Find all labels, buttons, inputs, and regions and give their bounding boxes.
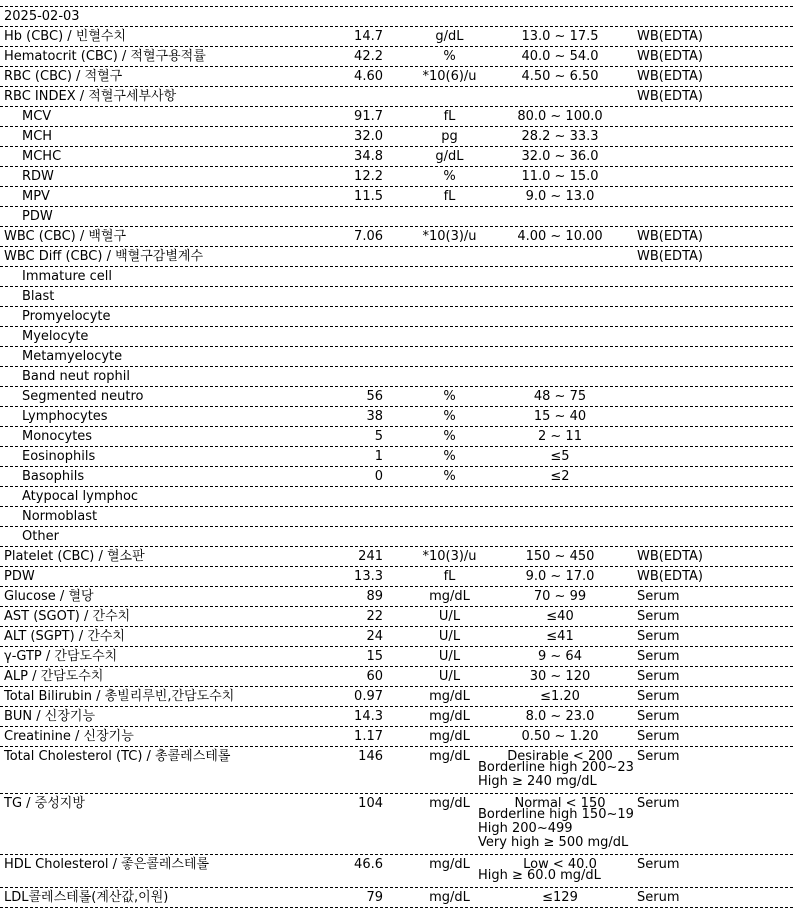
reference-range: 30 ~ 120 <box>529 669 591 684</box>
reference-range: 9.0 ~ 17.0 <box>525 569 595 584</box>
result-value: 5 <box>374 429 383 444</box>
result-row <box>0 547 793 567</box>
test-name: Immature cell <box>22 269 113 284</box>
test-name: PDW <box>4 569 35 584</box>
test-name: Band neut rophil <box>22 369 130 384</box>
specimen-type: Serum <box>637 749 680 764</box>
result-row <box>0 687 793 707</box>
result-row <box>0 127 793 147</box>
test-name: Basophils <box>22 469 85 484</box>
test-name: Monocytes <box>22 429 93 444</box>
reference-range-detail <box>0 808 642 854</box>
result-row <box>0 27 793 47</box>
test-name: Segmented neutro <box>22 389 144 404</box>
result-row <box>0 187 793 207</box>
result-value: 91.7 <box>354 109 383 124</box>
result-row <box>0 367 793 387</box>
test-name: Normoblast <box>22 509 98 524</box>
reference-range: Normal < 150 <box>514 796 606 811</box>
result-unit: U/L <box>438 669 461 684</box>
test-name: RBC (CBC) / 적혈구 <box>4 69 123 84</box>
test-name: Other <box>22 529 59 544</box>
reference-range: 70 ~ 99 <box>533 589 587 604</box>
test-name: γ-GTP / 간담도수치 <box>4 649 118 664</box>
reference-line: Very high ≥ 500 mg/dL <box>478 835 629 850</box>
result-value: 146 <box>358 749 383 764</box>
test-name: Hematocrit (CBC) / 적혈구용적률 <box>4 49 206 64</box>
result-row <box>0 227 793 247</box>
specimen-type: Serum <box>637 709 680 724</box>
result-row <box>0 467 793 487</box>
reference-range: ≤41 <box>546 629 574 644</box>
reference-range: ≤5 <box>550 449 570 464</box>
result-unit: mg/dL <box>429 796 470 811</box>
result-value: 104 <box>358 796 383 811</box>
reference-line: Borderline high 200~23 <box>478 760 634 775</box>
result-value: 14.3 <box>354 709 383 724</box>
result-value: 0.97 <box>354 689 383 704</box>
result-row <box>0 587 793 607</box>
result-unit: *10(3)/u <box>422 549 477 564</box>
result-row <box>0 327 793 347</box>
reference-range: 28.2 ~ 33.3 <box>521 129 599 144</box>
result-unit: mg/dL <box>429 890 470 905</box>
reference-range: ≤129 <box>542 890 578 905</box>
specimen-type: Serum <box>637 629 680 644</box>
test-name: ALP / 간담도수치 <box>4 669 104 684</box>
result-row <box>0 567 793 587</box>
test-name: Creatinine / 신장기능 <box>4 729 134 744</box>
specimen-type: Serum <box>637 857 680 872</box>
result-row <box>0 667 793 687</box>
result-row <box>0 87 793 107</box>
specimen-type: Serum <box>637 609 680 624</box>
test-name: Lymphocytes <box>22 409 108 424</box>
test-name: MCV <box>22 109 52 124</box>
result-value: 4.60 <box>354 69 383 84</box>
test-name: Total Cholesterol (TC) / 총콜레스테롤 <box>4 749 231 764</box>
result-unit: U/L <box>438 649 461 664</box>
test-name: PDW <box>22 209 53 224</box>
result-row <box>0 888 793 908</box>
test-name: LDL콜레스테롤(계산값,이원) <box>4 890 169 905</box>
result-row <box>0 607 793 627</box>
specimen-type: Serum <box>637 796 680 811</box>
result-row <box>0 47 793 67</box>
test-name: WBC (CBC) / 백혈구 <box>4 229 127 244</box>
result-row <box>0 287 793 307</box>
reference-line: High ≥ 60.0 mg/dL <box>478 868 601 883</box>
result-value: 22 <box>366 609 383 624</box>
reference-line: High 200~499 <box>478 821 573 836</box>
specimen-type: Serum <box>637 669 680 684</box>
result-value: 13.3 <box>354 569 383 584</box>
result-row <box>0 267 793 287</box>
result-row <box>0 707 793 727</box>
result-row <box>0 147 793 167</box>
reference-range: 13.0 ~ 17.5 <box>521 29 599 44</box>
specimen-type: WB(EDTA) <box>637 249 703 264</box>
result-row <box>0 487 793 507</box>
specimen-type: Serum <box>637 729 680 744</box>
result-value: 12.2 <box>354 169 383 184</box>
result-row <box>0 247 793 267</box>
result-row <box>0 207 793 227</box>
result-row <box>0 387 793 407</box>
result-value: 34.8 <box>354 149 383 164</box>
result-unit: *10(6)/u <box>422 69 477 84</box>
specimen-type: WB(EDTA) <box>637 49 703 64</box>
specimen-type: WB(EDTA) <box>637 69 703 84</box>
result-row <box>0 107 793 127</box>
reference-range: 40.0 ~ 54.0 <box>521 49 599 64</box>
result-unit: *10(3)/u <box>422 229 477 244</box>
test-name: WBC Diff (CBC) / 백혈구감별계수 <box>4 249 204 264</box>
reference-range: Desirable < 200 <box>507 749 613 764</box>
test-name: ALT (SGPT) / 간수치 <box>4 629 125 644</box>
test-name: RDW <box>22 169 54 184</box>
test-name: MCHC <box>22 149 62 164</box>
result-unit: g/dL <box>435 149 464 164</box>
result-row <box>0 507 793 527</box>
result-unit: mg/dL <box>429 689 470 704</box>
result-row <box>0 794 793 855</box>
reference-range: 0.50 ~ 1.20 <box>521 729 599 744</box>
specimen-type: WB(EDTA) <box>637 29 703 44</box>
result-row <box>0 647 793 667</box>
specimen-type: Serum <box>637 689 680 704</box>
reference-range: ≤40 <box>546 609 574 624</box>
test-name: MCH <box>22 129 53 144</box>
result-row <box>0 747 793 794</box>
test-name: RBC INDEX / 적혈구세부사항 <box>4 89 177 104</box>
reference-range: 150 ~ 450 <box>525 549 595 564</box>
reference-range: 9 ~ 64 <box>538 649 582 664</box>
test-name: MPV <box>22 189 50 204</box>
result-unit: g/dL <box>435 29 464 44</box>
result-value: 79 <box>366 890 383 905</box>
reference-range: 32.0 ~ 36.0 <box>521 149 599 164</box>
test-name: BUN / 신장기능 <box>4 709 96 724</box>
result-unit: mg/dL <box>429 589 470 604</box>
result-row <box>0 407 793 427</box>
specimen-type: Serum <box>637 649 680 664</box>
result-value: 24 <box>366 629 383 644</box>
result-unit: pg <box>441 129 458 144</box>
result-value: 56 <box>366 389 383 404</box>
result-unit: mg/dL <box>429 749 470 764</box>
report-date: 2025-02-03 <box>0 7 793 27</box>
test-name: Metamyelocyte <box>22 349 123 364</box>
result-value: 38 <box>366 409 383 424</box>
result-unit: % <box>443 49 456 64</box>
result-unit: % <box>443 389 456 404</box>
test-name: Glucose / 혈당 <box>4 589 94 604</box>
result-value: 14.7 <box>354 29 383 44</box>
specimen-type: WB(EDTA) <box>637 229 703 244</box>
specimen-type: Serum <box>637 589 680 604</box>
result-unit: % <box>443 169 456 184</box>
specimen-type: WB(EDTA) <box>637 89 703 104</box>
specimen-type: Serum <box>637 890 680 905</box>
reference-line: High ≥ 240 mg/dL <box>478 774 597 789</box>
test-name: TG / 중성지방 <box>4 796 85 811</box>
result-unit: mg/dL <box>429 729 470 744</box>
reference-range: 4.00 ~ 10.00 <box>517 229 603 244</box>
test-name: Myelocyte <box>22 329 89 344</box>
result-table <box>0 27 793 908</box>
result-row <box>0 167 793 187</box>
result-row <box>0 307 793 327</box>
result-row <box>0 67 793 87</box>
result-value: 46.6 <box>354 857 383 872</box>
specimen-type: WB(EDTA) <box>637 569 703 584</box>
result-row <box>0 447 793 467</box>
result-unit: fL <box>443 189 456 204</box>
reference-range-detail <box>0 761 642 793</box>
test-name: Eosinophils <box>22 449 96 464</box>
result-unit: U/L <box>438 629 461 644</box>
specimen-type: WB(EDTA) <box>637 549 703 564</box>
result-row <box>0 727 793 747</box>
test-name: Total Bilirubin / 총빌리루빈,간담도수치 <box>4 689 235 704</box>
result-value: 15 <box>366 649 383 664</box>
test-name: HDL Cholesterol / 좋은콜레스테롤 <box>4 857 210 872</box>
result-unit: fL <box>443 569 456 584</box>
test-name: Hb (CBC) / 빈혈수치 <box>4 29 127 44</box>
result-value: 241 <box>358 549 383 564</box>
result-row <box>0 527 793 547</box>
reference-range: 9.0 ~ 13.0 <box>525 189 595 204</box>
result-unit: mg/dL <box>429 857 470 872</box>
result-value: 60 <box>366 669 383 684</box>
result-unit: % <box>443 429 456 444</box>
reference-range: 48 ~ 75 <box>533 389 587 404</box>
result-value: 11.5 <box>354 189 383 204</box>
result-unit: % <box>443 449 456 464</box>
reference-range: 4.50 ~ 6.50 <box>521 69 599 84</box>
result-row <box>0 347 793 367</box>
result-value: 42.2 <box>354 49 383 64</box>
header-divider <box>0 0 793 7</box>
reference-range: ≤1.20 <box>540 689 580 704</box>
reference-range: 15 ~ 40 <box>533 409 587 424</box>
result-unit: mg/dL <box>429 709 470 724</box>
reference-range-detail <box>0 869 642 887</box>
test-name: Platelet (CBC) / 혈소판 <box>4 549 145 564</box>
reference-line: Borderline high 150~19 <box>478 807 634 822</box>
reference-range: 8.0 ~ 23.0 <box>525 709 595 724</box>
test-name: Blast <box>22 289 55 304</box>
result-value: 7.06 <box>354 229 383 244</box>
result-row <box>0 427 793 447</box>
result-value: 1.17 <box>354 729 383 744</box>
reference-range: 2 ~ 11 <box>538 429 582 444</box>
test-name: AST (SGOT) / 간수치 <box>4 609 131 624</box>
result-value: 89 <box>366 589 383 604</box>
reference-range: ≤2 <box>550 469 570 484</box>
result-value: 0 <box>374 469 383 484</box>
reference-range: Low < 40.0 <box>523 857 597 872</box>
result-unit: U/L <box>438 609 461 624</box>
result-value: 32.0 <box>354 129 383 144</box>
result-row <box>0 627 793 647</box>
test-name: Promyelocyte <box>22 309 111 324</box>
result-row <box>0 855 793 888</box>
reference-range: 80.0 ~ 100.0 <box>517 109 603 124</box>
result-unit: fL <box>443 109 456 124</box>
result-value: 1 <box>374 449 383 464</box>
result-unit: % <box>443 409 456 424</box>
test-name: Atypocal lymphoc <box>22 489 139 504</box>
result-unit: % <box>443 469 456 484</box>
reference-range: 11.0 ~ 15.0 <box>521 169 599 184</box>
